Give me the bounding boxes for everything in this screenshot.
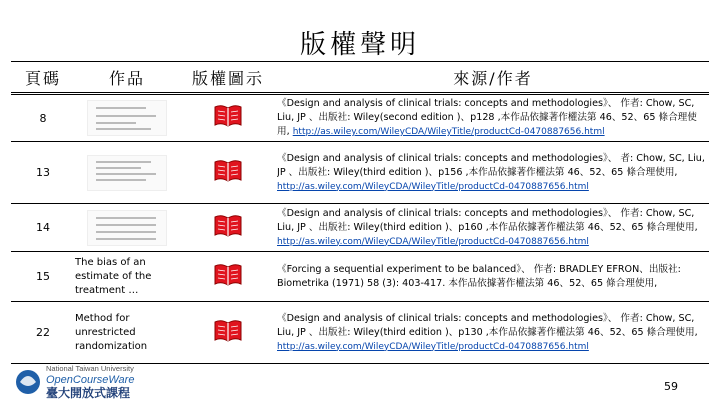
page-number-cell: 13	[11, 142, 75, 204]
copyright-icon-cell	[179, 302, 277, 364]
book-icon	[213, 214, 243, 238]
work-text: Method for unrestricted randomization	[75, 302, 179, 364]
book-icon	[213, 263, 243, 287]
source-text: 《Design and analysis of clinical trials: concepts and methodologies》、 者: Chow, SC, Liu, JP 、出版社: Wiley(third edition )、p156 ,本作品依據著作權法第 46、52、65 條合理使用,	[277, 152, 705, 178]
univ-name: National Taiwan University	[46, 364, 134, 373]
copyright-table	[11, 61, 709, 364]
source-text: 《Design and analysis of clinical trials: concepts and methodologies》、 作者: Chow, SC, Liu, JP 、出版社: Wiley(second edition )、p128 ,本作品依據著作權法第 46、52、65 條合理使用,	[277, 98, 697, 137]
header-work: 作品	[75, 62, 179, 94]
source-link[interactable]: http://as.wiley.com/WileyCDA/WileyTitle/productCd-0470887656.html	[277, 181, 589, 192]
work-thumbnail	[75, 142, 179, 204]
work-thumbnail	[75, 204, 179, 252]
page-number: 59	[664, 380, 678, 393]
source-cell	[277, 204, 709, 252]
page-number-cell: 8	[11, 94, 75, 142]
header-icon: 版權圖示	[179, 62, 277, 94]
table-row	[11, 94, 709, 142]
table-row	[11, 204, 709, 252]
page-title: 版權聲明	[299, 30, 420, 60]
table-row	[11, 252, 709, 302]
source-text: 《Forcing a sequential experiment to be balanced》、 作者: BRADLEY EFRON、出版社: Biometrika (1971) 58 (3): 403-417. 本作品依據著作權法第 46、52、65 條合理使用,	[277, 263, 681, 289]
source-cell	[277, 252, 709, 302]
ocw-name: OpenCourseWare	[46, 374, 135, 386]
copyright-icon-cell	[179, 142, 277, 204]
work-text: The bias of an estimate of the treatment …	[75, 252, 179, 302]
table-header-row	[11, 62, 709, 94]
table-row	[11, 142, 709, 204]
source-cell	[277, 142, 709, 204]
table-row	[11, 302, 709, 364]
header-page: 頁碼	[11, 62, 75, 94]
copyright-icon-cell	[179, 94, 277, 142]
ocw-chinese-name: 臺大開放式課程	[46, 386, 131, 400]
page-number-cell: 15	[11, 252, 75, 302]
header-source: 來源/作者	[277, 62, 709, 94]
book-icon	[213, 319, 243, 343]
source-cell	[277, 94, 709, 142]
page-number-cell: 22	[11, 302, 75, 364]
source-cell	[277, 302, 709, 364]
copyright-icon-cell	[179, 252, 277, 302]
copyright-icon-cell	[179, 204, 277, 252]
source-link[interactable]: http://as.wiley.com/WileyCDA/WileyTitle/productCd-0470887656.html	[277, 341, 589, 352]
source-text: 《Design and analysis of clinical trials: concepts and methodologies》、 作者: Chow, SC, Liu, JP 、出版社: Wiley(third edition )、p160 ,本作品依據著作權法第 46、52、65 條合理使用,	[277, 207, 698, 233]
work-thumbnail	[75, 94, 179, 142]
book-icon	[213, 159, 243, 183]
ntu-ocw-logo	[14, 360, 214, 400]
source-link[interactable]: http://as.wiley.com/WileyCDA/WileyTitle/productCd-0470887656.html	[277, 236, 589, 247]
source-link[interactable]: http://as.wiley.com/WileyCDA/WileyTitle/productCd-0470887656.html	[292, 127, 605, 137]
book-icon	[213, 104, 243, 128]
page-number-cell: 14	[11, 204, 75, 252]
source-text: 《Design and analysis of clinical trials: concepts and methodologies》、 作者: Chow, SC, Liu, JP 、出版社: Wiley(third edition )、p130 ,本作品依據著作權法第 46、52、65 條合理使用,	[277, 312, 698, 338]
